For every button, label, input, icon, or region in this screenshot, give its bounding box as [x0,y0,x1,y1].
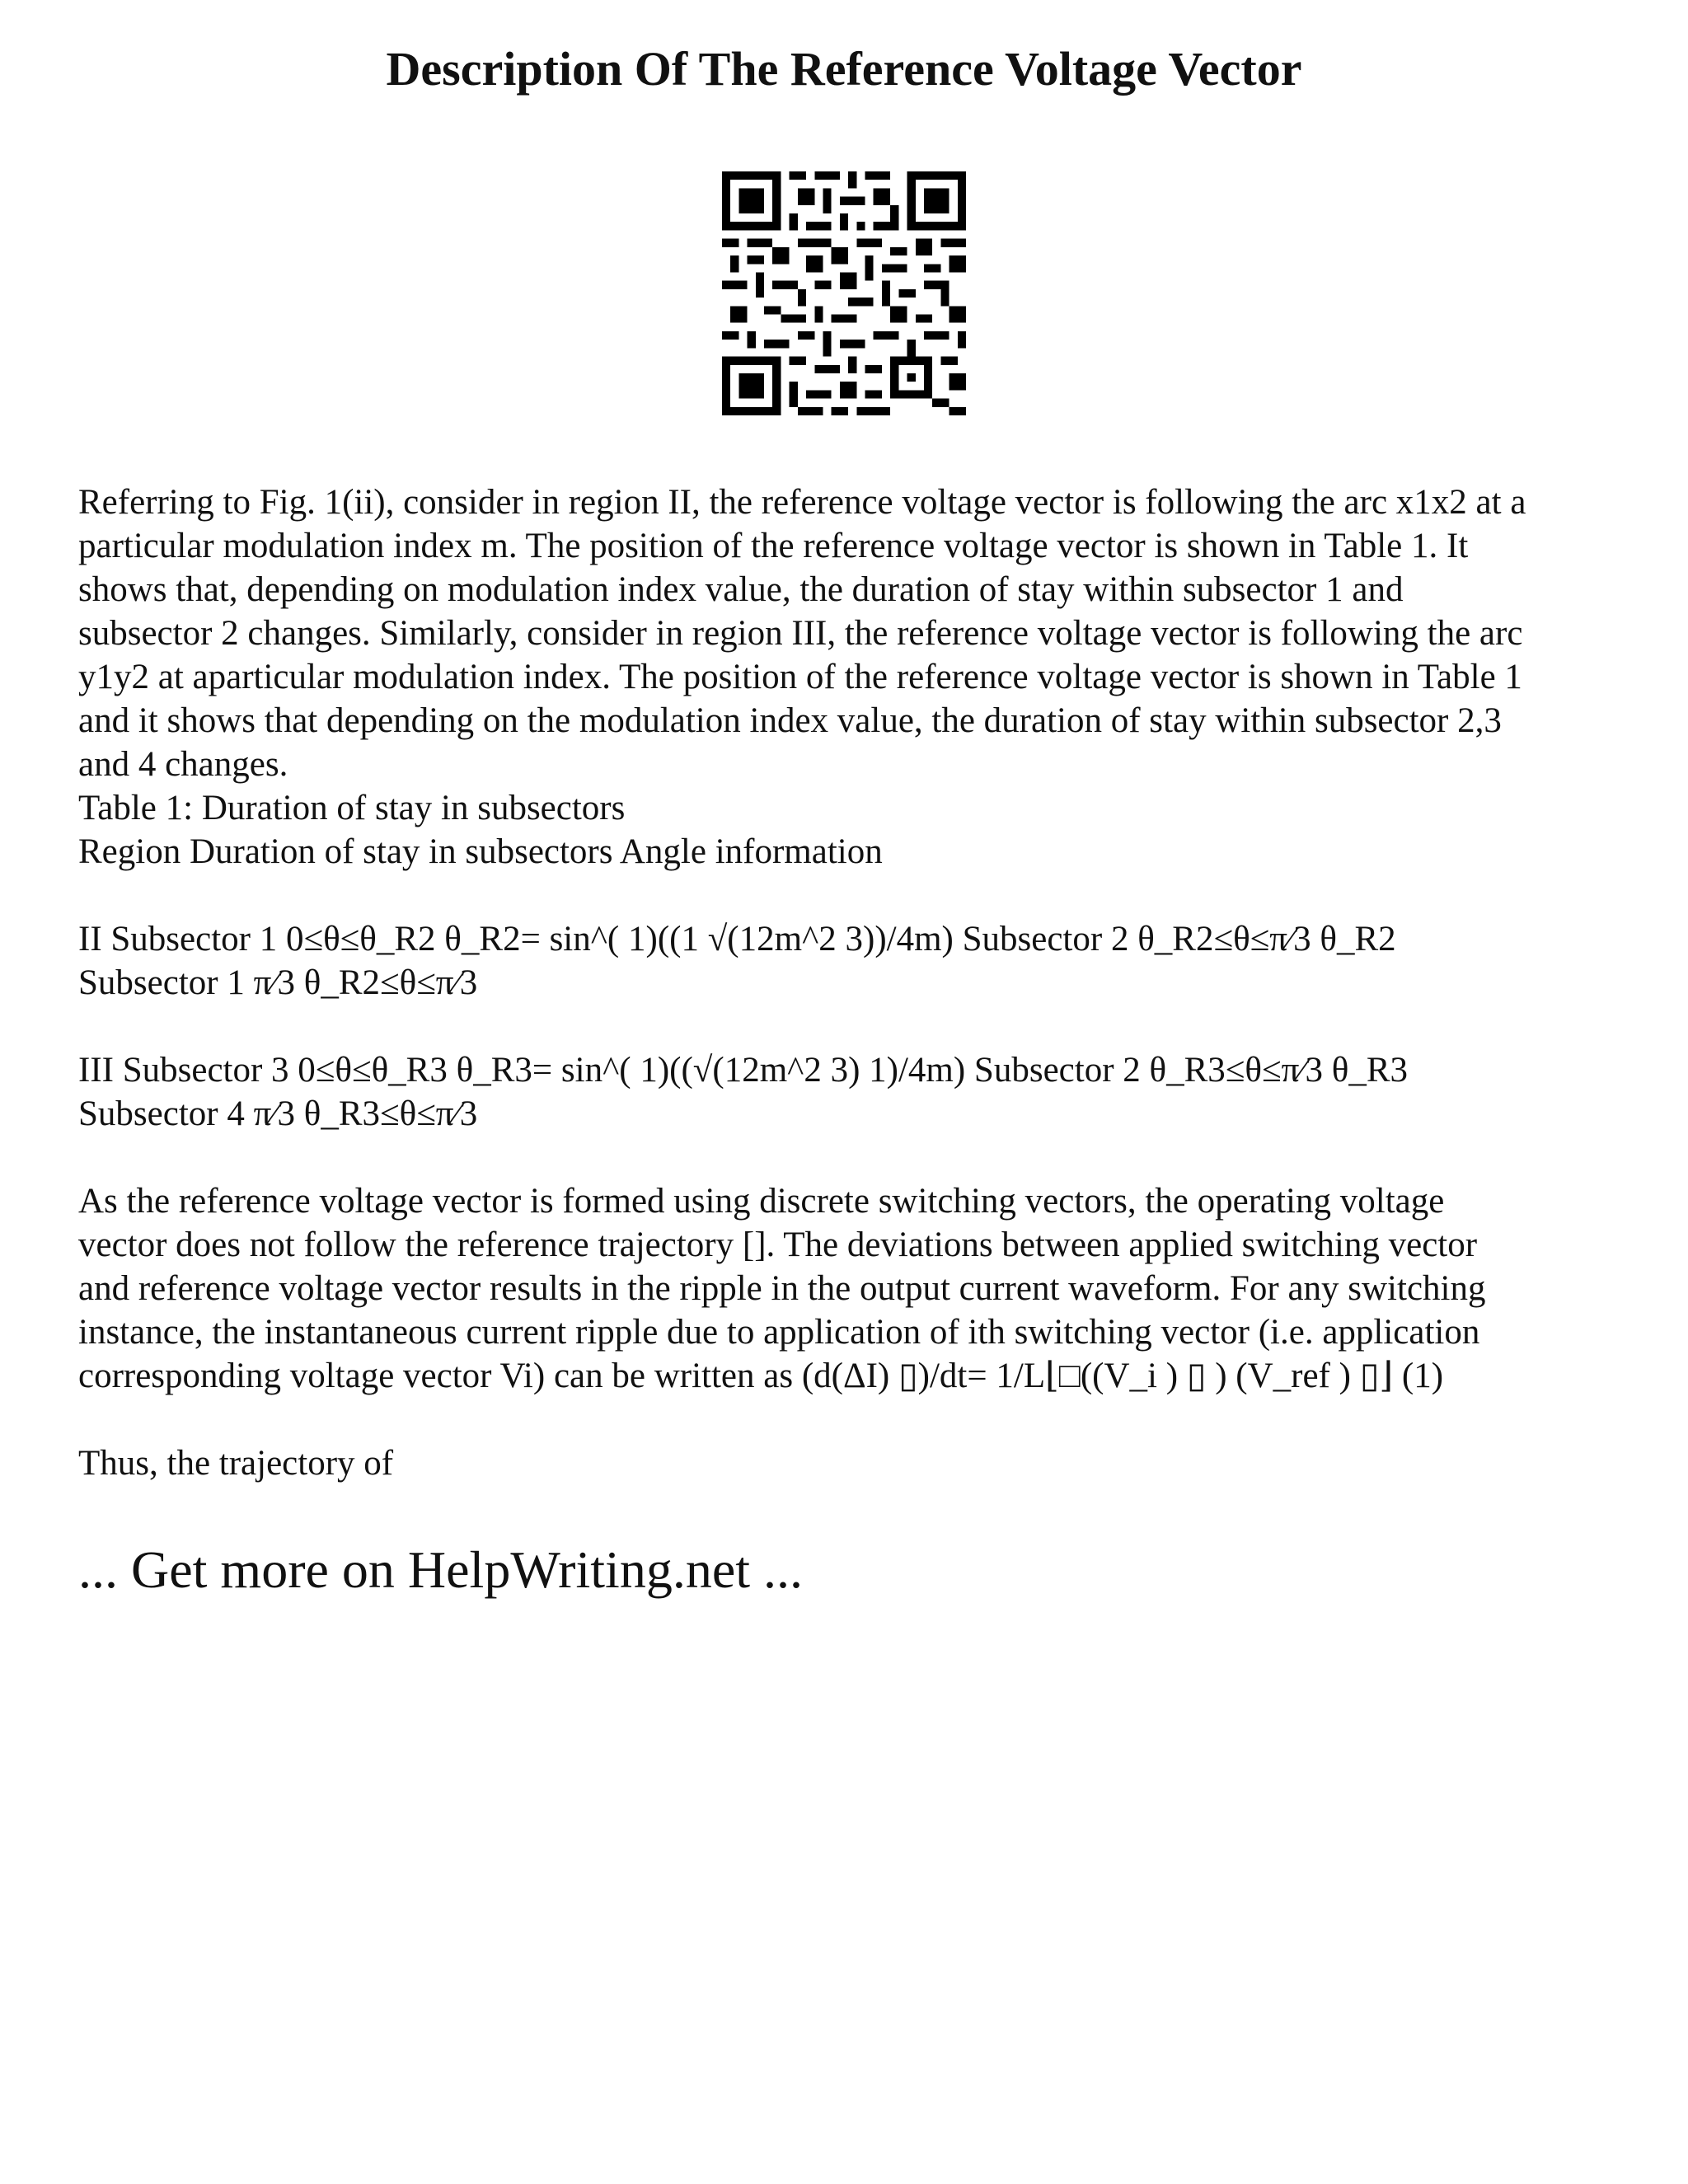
table-header: Region Duration of stay in subsectors Angle information [78,832,883,871]
table-row-region-iii [78,1048,1620,1136]
text-line: II Subsector 1 0≤θ≤θ_R2 θ_R2= sin^( 1)((1 √(12m^2 3))/4m) Subsector 2 θ_R2≤θ≤π⁄3 θ_R2 [78,920,1396,958]
text-line: instance, the instantaneous current ripple due to application of ith switching vector (i.e. application [78,1313,1480,1352]
text-line: III Subsector 3 0≤θ≤θ_R3 θ_R3= sin^( 1)((√(12m^2 3) 1)/4m) Subsector 2 θ_R3≤θ≤π⁄3 θ_R3 [78,1051,1409,1090]
table-caption: Table 1: Duration of stay in subsectors [78,789,626,827]
text-line: Subsector 4 π⁄3 θ_R3≤θ≤π⁄3 [78,1094,478,1133]
paragraph-current-ripple [78,1179,1620,1398]
spacer [78,1398,1620,1441]
text-line: corresponding voltage vector Vi) can be written as (d(ΔI) ▯)/dt= 1/L⌊□((V_i ) ▯ ) (V_ref ) ▯⌋ (1) [78,1357,1444,1395]
text-line: and reference voltage vector results in the ripple in the output current waveform. For any switching [78,1269,1486,1308]
paragraph-trajectory [78,1441,1620,1485]
text-line: vector does not follow the reference trajectory []. The deviations between applied switching vector [78,1226,1478,1264]
text-line: particular modulation index m. The position of the reference voltage vector is shown in Table 1. It [78,527,1469,565]
text-line: Thus, the trajectory of [78,1444,394,1483]
text-line: shows that, depending on modulation index value, the duration of stay within subsector 1 and [78,570,1404,609]
qr-code-icon [722,171,966,415]
text-line: subsector 2 changes. Similarly, consider in region III, the reference voltage vector is following the arc [78,614,1523,653]
text-line: As the reference voltage vector is formed using discrete switching vectors, the operating voltage [78,1182,1445,1221]
spacer [78,1136,1620,1179]
table-row-region-ii [78,917,1620,1005]
paragraph-region-description [78,480,1620,874]
get-more-link[interactable]: ... Get more on HelpWriting.net ... [78,1540,803,1599]
document-body [78,480,1620,1485]
spacer [78,874,1620,917]
text-line: Subsector 1 π⁄3 θ_R2≤θ≤π⁄3 [78,963,478,1002]
spacer [78,1005,1620,1048]
text-line: and 4 changes. [78,745,288,784]
text-line: and it shows that depending on the modulation index value, the duration of stay within subsector 2,3 [78,701,1502,740]
page-title: Description Of The Reference Voltage Vector [386,42,1302,96]
text-line: Referring to Fig. 1(ii), consider in region II, the reference voltage vector is following the arc x1x2 at a [78,483,1526,522]
text-line: y1y2 at aparticular modulation index. The position of the reference voltage vector is shown in Table 1 [78,658,1522,696]
